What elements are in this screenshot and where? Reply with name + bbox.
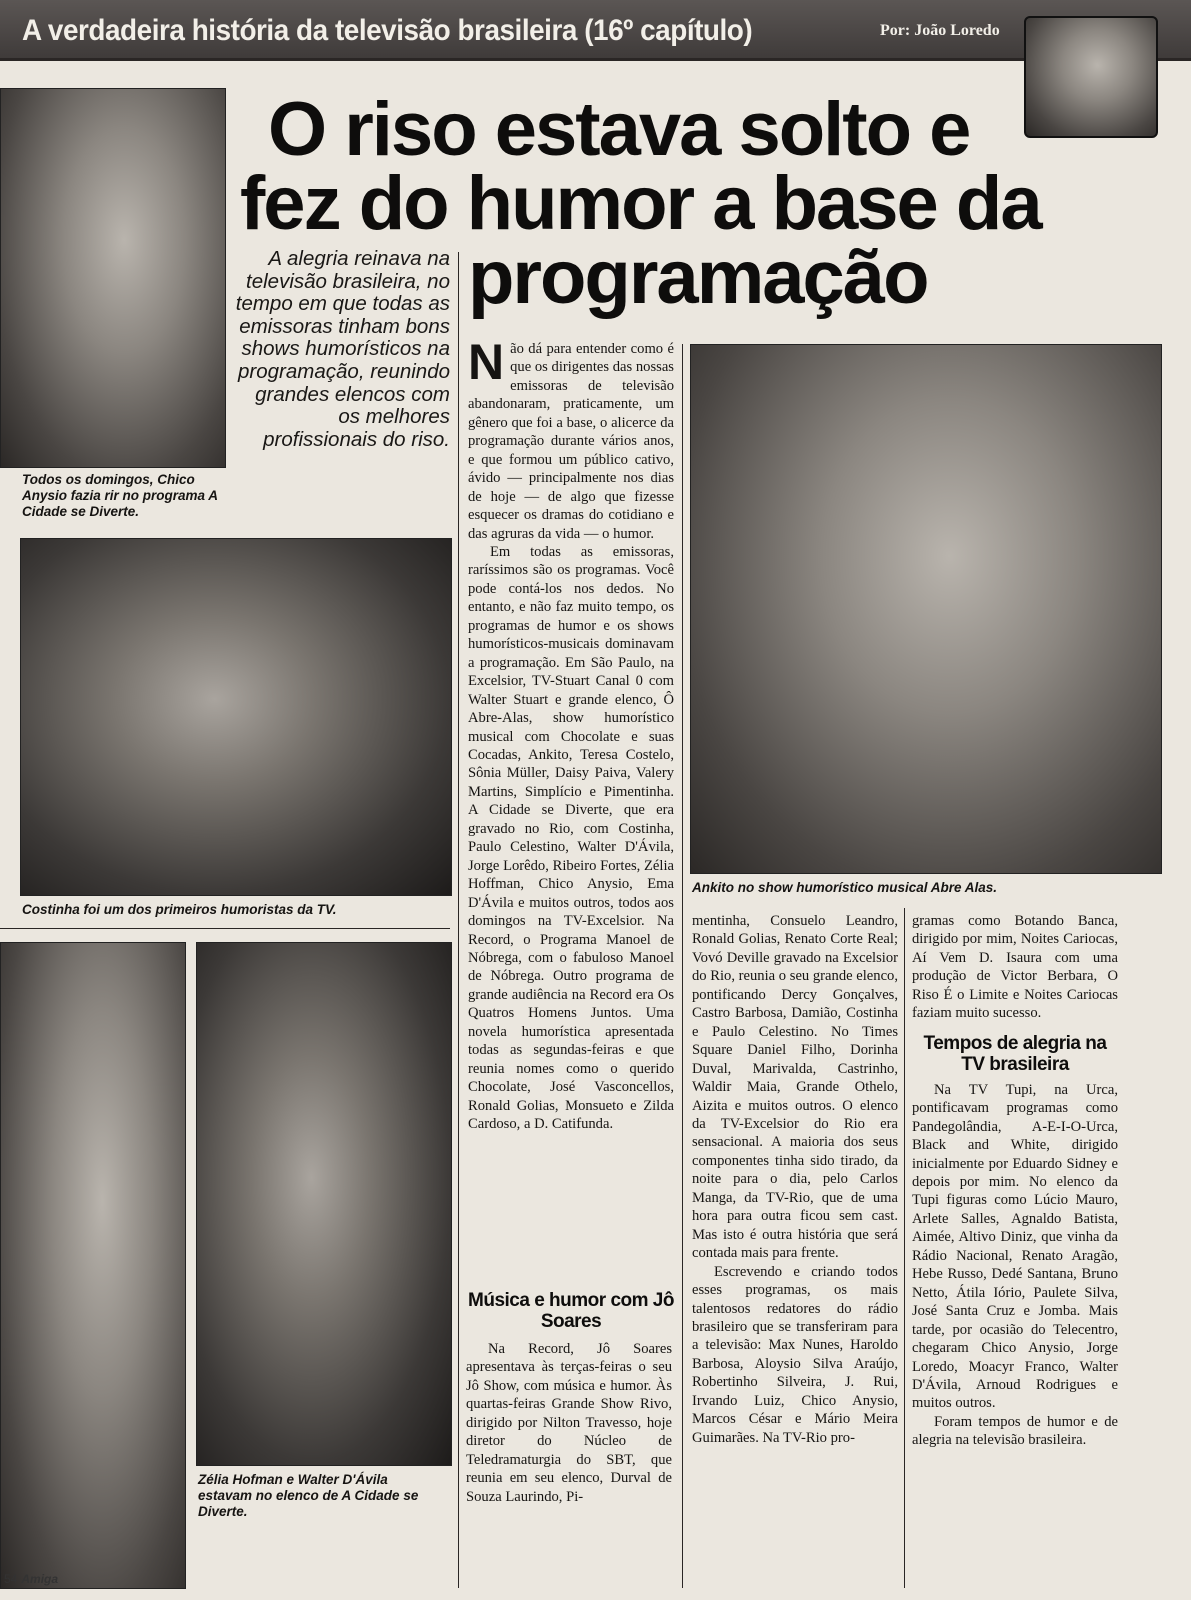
jo-soares-section <box>466 1282 676 1588</box>
costinha-photo <box>20 538 452 896</box>
article-paragraph: Na Record, Jô Soares apresentava às terças-feiras o seu Jô Show, com música e humor. Às quartas-feiras Grande Show Rivo, dirigido por Nilton Travesso, hoje diretor do Núcleo de Teledramaturgia do SBT, que reunia em seu elenco, Durval de Souza Laurindo, Pi- <box>466 1341 672 1505</box>
page-number: 54 <box>4 1572 18 1586</box>
caption-chico: Todos os domingos, Chico Anysio fazia rir no programa A Cidade se Diverte. <box>22 472 218 519</box>
swimsuit-photo <box>0 942 186 1589</box>
zelia-walter-photo <box>196 942 452 1466</box>
page-footer <box>4 1572 58 1586</box>
series-title: A verdadeira história da televisão brasileira (16º capítulo) <box>22 14 753 47</box>
chico-anysio-photo <box>0 88 226 468</box>
article-paragraph: Foram tempos de humor e de alegria na televisão brasileira. <box>912 1413 1118 1449</box>
subhead-tempos-de-alegria: Tempos de alegria na TV brasileira <box>923 1032 1107 1075</box>
caption-zelia: Zélia Hofman e Walter D'Ávila estavam no elenco de A Cidade se Diverte. <box>198 1472 419 1519</box>
column-rule-2 <box>682 344 683 1588</box>
article-paragraph: Na TV Tupi, na Urca, pontificavam programas como Pandegolândia, A-E-I-O-Urca, Black and White, dirigido inicialmente por Eduardo Sidney e depois por mim. No elenco da Tupi figuras como Lúcio Mauro, Arlete Salles, Agnaldo Batista, Aimée, Altivo Diniz, que vinha da Rádio Nacional, Renato Aragão, Hebe Russo, Dedé Santana, Bruno Netto, Átila Iório, Paulete Silva, José Santa Cruz e Jomba. Mais tarde, por ocasião do Telecentro, chegaram Chico Anysio, Jorge Loredo, Moacyr Franco, Walter D'Ávila, Arnoud Rodrigues e muitos outros. <box>912 1081 1118 1412</box>
article-paragraph: Escrevendo e criando todos esses programas, os mais talentosos redatores do rádio brasileiro que se transferiram para a televisão: Max Nunes, Haroldo Barbosa, Aloysio Silva Araújo, Robertinho Silveira, J. Rui, Irvando Luiz, Chico Anysio, Marcos César e Mário Meira Guimarães. Na TV-Rio pro- <box>692 1263 898 1446</box>
article-column-3 <box>692 912 898 1576</box>
article-column-4 <box>912 912 1118 1576</box>
article-column-2-text <box>466 1340 672 1506</box>
subhead-jo-soares-visible: Música e humor com Jô Soares <box>468 1290 674 1332</box>
column-rule-3 <box>904 908 905 1588</box>
headline-line-2: fez do humor a base da <box>240 161 1041 246</box>
ankito-photo <box>690 344 1162 874</box>
byline: Por: João Loredo <box>880 22 1000 39</box>
headline-line-3: programação <box>468 235 928 320</box>
article-paragraph: mentinha, Consuelo Leandro, Ronald Golias, Renato Corte Real; Vovó Deville gravado na Excelsior do Rio, reunia o seu grande elenco, pontificando Dercy Gonçalves, Castro Barbosa, Damião, Costinha e Paulo Celestino. No Times Square Daniel Filho, Dorinha Duval, Marivalda, Castrinho, Waldir Maia, Grande Othelo, Aizita e muitos outros. O elenco da TV-Excelsior do Rio era sensacional. A maioria dos seus componentes tinha sido tirado, da noite para o dia, pelo Carlos Manga, da TV-Rio, que de uma hora para outra ficou sem cast. Mas isto é outra história que será contada mais para frente. <box>692 913 898 1262</box>
article-lead: ão dá para entender como é que os dirigentes das nossas emissoras de televisão abandonaram, praticamente, um gênero que foi a base, o alicerce da programação durante vários anos, e que formou um público cativo, ávido — principalmente nos dias de hoje — de algo que fizesse esquecer os dramas do cotidiano e das agruras da vida — o humor. <box>468 341 674 542</box>
article-paragraph: Em todas as emissoras, raríssimos são os programas. Você pode contá-los nos dedos. No entanto, e não faz muito tempo, os programas de humor e os shows humorísticos-musicais dominavam a programação. Em São Paulo, na Excelsior, TV-Stuart Canal 0 com Walter Stuart e grande elenco, Ô Abre-Alas, show humorístico musical com Chocolate e suas Cocadas, Ankito, Teresa Costelo, Sônia Müller, Daisy Paiva, Valery Martins, Simplício e Pimentinha. A Cidade se Diverte, que era gravado no Rio, com Costinha, Paulo Celestino, Walter D'Ávila, Jorge Lorêdo, Ribeiro Fortes, Zélia Hoffman, Chico Anysio, Ema D'Ávila e muitos outros, todos aos domingos na TV-Excelsior. Na Record, o Programa Manoel de Nóbrega, com o fabuloso Manoel de Nóbrega. Outro programa de grande audiência na Record era Os Quatros Homens Juntos. Uma novela humorística apresentada todas as segundas-feiras e que reunia nomes como o querido Chocolate, José Vasconcellos, Ronald Golias, Monsueto e Zilda Cardoso, a D. Catifunda. <box>468 543 674 1133</box>
column-rule-1 <box>458 252 459 1588</box>
deck: A alegria reinava na televisão brasileira, no tempo em que todas as emissoras tinham bons shows humorísticos na programação, reunindo grandes elencos com os melhores profissionais do riso. <box>235 247 450 451</box>
caption-costinha: Costinha foi um dos primeiros humoristas da TV. <box>22 902 337 917</box>
photo-rule <box>0 928 450 929</box>
magazine-name: Amiga <box>21 1572 59 1586</box>
caption-ankito: Ankito no show humorístico musical Abre Alas. <box>692 880 998 895</box>
dropcap: N <box>468 340 505 390</box>
headline-line-1: O riso estava solto e <box>268 87 970 172</box>
article-paragraph: gramas como Botando Banca, dirigido por mim, Noites Cariocas, Aí Vem D. Isaura com uma produção de Victor Berbara, O Riso É o Limite e Noites Cariocas faziam muito sucesso. <box>912 913 1118 1022</box>
author-portrait <box>1024 16 1158 138</box>
